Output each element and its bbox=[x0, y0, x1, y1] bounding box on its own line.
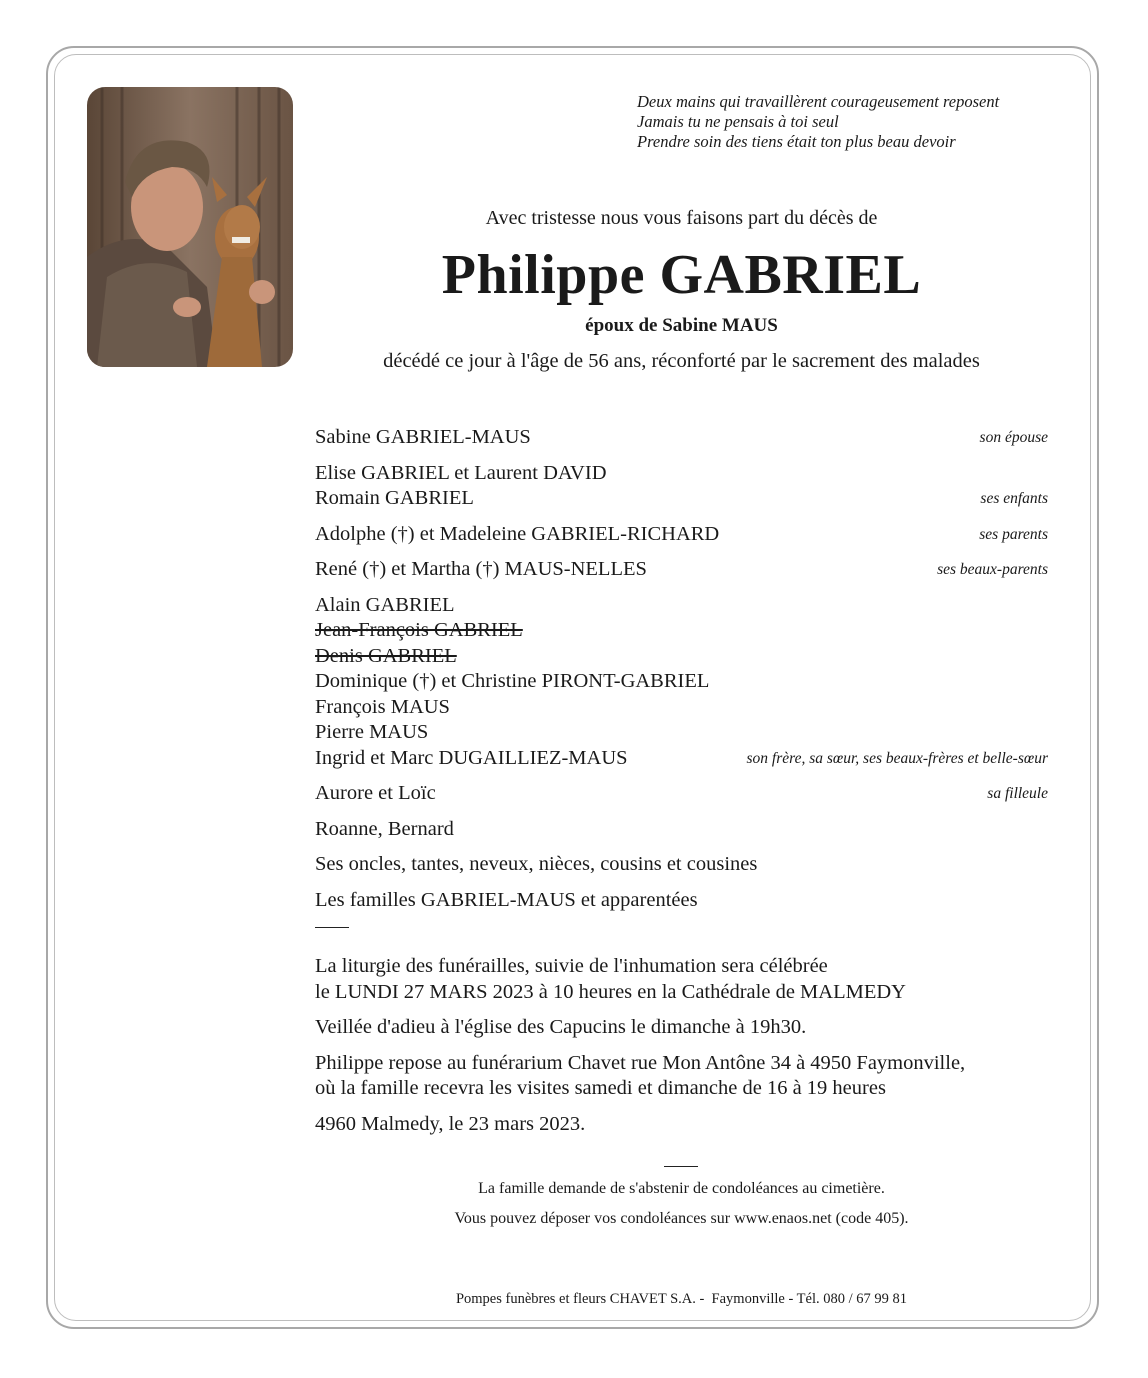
liturgy-line: le LUNDI 27 MARS 2023 à 10 heures en la Cathédrale de MALMEDY bbox=[315, 980, 906, 1003]
relation-label: son épouse bbox=[979, 429, 1048, 446]
deceased-name: Philippe GABRIEL bbox=[441, 244, 922, 306]
liturgy-line: La liturgie des funérailles, suivie de l'inhumation sera célébrée bbox=[315, 955, 828, 977]
family-name: Roanne, Bernard bbox=[315, 817, 454, 840]
family-group-friends bbox=[315, 817, 1048, 843]
family-group-parents bbox=[315, 522, 1048, 548]
family-name-struck: Jean-François GABRIEL bbox=[315, 619, 523, 641]
death-line: décédé ce jour à l'âge de 56 ans, réconforté par le sacrement des malades bbox=[383, 350, 980, 372]
family-name: Sabine GABRIEL-MAUS bbox=[315, 426, 531, 448]
family-name: Elise GABRIEL et Laurent DAVID bbox=[315, 461, 607, 484]
section-divider bbox=[315, 927, 349, 928]
family-name: Ses oncles, tantes, neveux, nièces, cousins et cousines bbox=[315, 853, 758, 875]
family-name: Les familles GABRIEL-MAUS et apparentées bbox=[315, 888, 698, 911]
family-group-goddaughter bbox=[315, 781, 1048, 807]
family-name: Ingrid et Marc DUGAILLIEZ-MAUS bbox=[315, 746, 628, 769]
relation-label: ses enfants bbox=[980, 490, 1048, 507]
relation-label: son frère, sa sœur, ses beaux-frères et belle-sœur bbox=[746, 749, 1048, 767]
family-name: Dominique (†) et Christine PIRONT-GABRIEL bbox=[315, 670, 710, 692]
poem bbox=[637, 92, 999, 152]
poem-line: Deux mains qui travaillèrent courageusement reposent bbox=[637, 92, 1000, 111]
family-group-siblings bbox=[315, 593, 1048, 772]
family-name: Aurore et Loïc bbox=[315, 782, 436, 804]
rest-paragraph bbox=[315, 1051, 1048, 1102]
family-group-children bbox=[315, 461, 1048, 512]
intro-text: Avec tristesse nous vous faisons part du décès de bbox=[485, 207, 878, 229]
family-name: Pierre MAUS bbox=[315, 721, 429, 743]
family-group-in-laws bbox=[315, 557, 1048, 583]
spouse-line: époux de Sabine MAUS bbox=[585, 315, 778, 336]
rest-line: Philippe repose au funérarium Chavet rue Mon Antône 34 à 4950 Faymonville, bbox=[315, 1051, 966, 1074]
condolences-online: Vous pouvez déposer vos condoléances sur www.enaos.net (code 405). bbox=[454, 1210, 909, 1227]
family-group-extended bbox=[315, 852, 1048, 878]
relation-label: ses beaux-parents bbox=[937, 561, 1048, 578]
family-name: François MAUS bbox=[315, 695, 450, 718]
family-name: Romain GABRIEL bbox=[315, 487, 474, 509]
poem-line: Prendre soin des tiens était ton plus beau devoir bbox=[637, 132, 956, 151]
relation-label: sa filleule bbox=[987, 785, 1048, 802]
center-divider bbox=[664, 1166, 698, 1167]
vigil-paragraph: Veillée d'adieu à l'église des Capucins le dimanche à 19h30. bbox=[315, 1016, 807, 1038]
family-list bbox=[315, 425, 1048, 1147]
condolences-request: La famille demande de s'abstenir de condoléances au cimetière. bbox=[478, 1180, 885, 1197]
liturgy-paragraph bbox=[315, 954, 1048, 1005]
rest-line: où la famille recevra les visites samedi et dimanche de 16 à 19 heures bbox=[315, 1077, 886, 1099]
place-date: 4960 Malmedy, le 23 mars 2023. bbox=[315, 1112, 586, 1135]
relation-label: ses parents bbox=[979, 525, 1048, 543]
family-group-spouse bbox=[315, 425, 1048, 451]
poem-line: Jamais tu ne pensais à toi seul bbox=[637, 112, 839, 131]
family-name: Adolphe (†) et Madeleine GABRIEL-RICHARD bbox=[315, 522, 720, 545]
family-name-struck: Denis GABRIEL bbox=[315, 644, 457, 667]
family-name: Alain GABRIEL bbox=[315, 593, 455, 616]
footer-undertaker: Pompes funèbres et fleurs CHAVET S.A. - Faymonville - Tél. 080 / 67 99 81 bbox=[455, 1291, 908, 1307]
family-group-families bbox=[315, 888, 1048, 914]
family-name: René (†) et Martha (†) MAUS-NELLES bbox=[315, 558, 647, 580]
